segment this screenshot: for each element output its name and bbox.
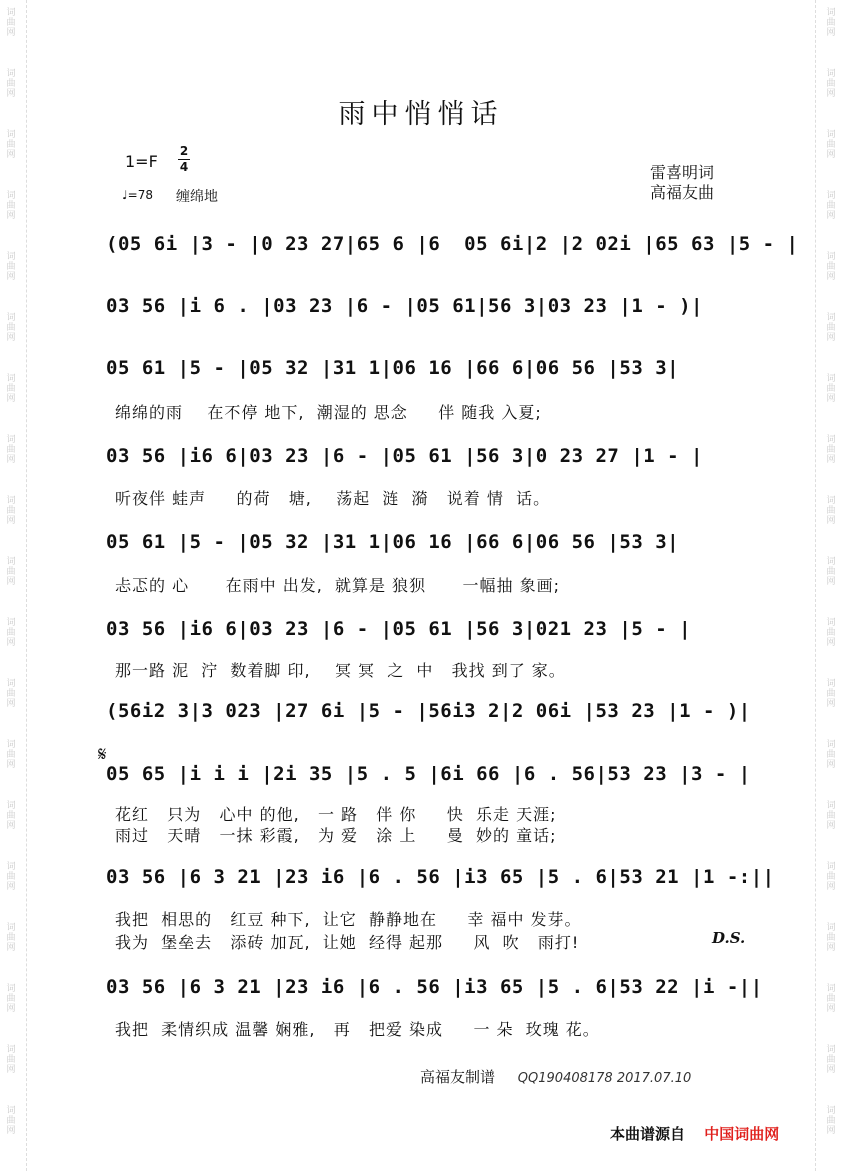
watermark-text: 词 曲 网 bbox=[826, 923, 836, 953]
music-line-2: 03 56 |i 6 . |03 23 |6 - |05 61|56 3|03 23 |1 - )| bbox=[106, 295, 703, 317]
watermark-text: 词 曲 网 bbox=[826, 618, 836, 648]
time-signature bbox=[178, 145, 190, 174]
qq-date: QQ190408178 2017.07.10 bbox=[517, 1071, 692, 1086]
watermark-text: 词 曲 网 bbox=[826, 740, 836, 770]
lyric-line-4: 那一路 泥 泞 数着脚 印, 冥 冥 之 中 我找 到了 家。 bbox=[115, 661, 566, 680]
watermark-text: 词 曲 网 bbox=[6, 130, 16, 160]
watermark-text: 词 曲 网 bbox=[6, 69, 16, 99]
music-line-9: 03 56 |6 3 21 |23 i6 |6 . 56 |i3 65 |5 . 6|53 21 |1 -:|| bbox=[106, 866, 775, 888]
watermark-text: 词 曲 网 bbox=[6, 8, 16, 38]
music-line-3: 05 61 |5 - |05 32 |31 1|06 16 |66 6|06 56 |53 3| bbox=[106, 357, 680, 379]
time-signature-top: 2 bbox=[179, 144, 189, 158]
watermark-text: 词 曲 网 bbox=[826, 8, 836, 38]
source-prefix: 本曲谱源自 bbox=[610, 1125, 686, 1143]
music-line-8: 05 65 |i i i |2i 35 |5 . 5 |6i 66 |6 . 56|53 23 |3 - | bbox=[106, 763, 751, 785]
music-line-1: (05 6i |3 - |0 23 27|65 6 |6 05 6i|2 |2 02i |65 63 |5 - | bbox=[106, 233, 799, 255]
watermark-text: 词 曲 网 bbox=[826, 130, 836, 160]
watermark-text: 词 曲 网 bbox=[6, 252, 16, 282]
lyricist-credit: 雷喜明词 bbox=[650, 163, 715, 182]
watermark-text: 词 曲 网 bbox=[826, 496, 836, 526]
watermark-text: 词 曲 网 bbox=[6, 374, 16, 404]
music-line-4: 03 56 |i6 6|03 23 |6 - |05 61 |56 3|0 23 27 |1 - | bbox=[106, 445, 703, 467]
lyric-line-1: 绵绵的雨 在不停 地下, 潮湿的 思念 伴 随我 入夏; bbox=[115, 403, 542, 422]
music-line-10: 03 56 |6 3 21 |23 i6 |6 . 56 |i3 65 |5 . 6|53 22 |i -|| bbox=[106, 976, 763, 998]
watermark-text: 词 曲 网 bbox=[826, 252, 836, 282]
transcriber: 高福友制谱 bbox=[420, 1068, 496, 1086]
tempo-mark: ♩=78 bbox=[122, 188, 153, 202]
watermark-text: 词 曲 网 bbox=[6, 862, 16, 892]
watermark-text: 词 曲 网 bbox=[6, 984, 16, 1014]
watermark-text: 词 曲 网 bbox=[826, 191, 836, 221]
key-signature: 1=F bbox=[125, 152, 158, 171]
dal-segno-mark: D.S. bbox=[712, 929, 746, 947]
watermark-text: 词 曲 网 bbox=[6, 191, 16, 221]
lyric-line-8: 我为 堡垒去 添砖 加瓦, 让她 经得 起那 风 吹 雨打! bbox=[115, 933, 580, 952]
watermark-text: 词 曲 网 bbox=[826, 984, 836, 1014]
song-title: 雨中悄悄话 bbox=[338, 99, 504, 130]
watermark-text: 词 曲 网 bbox=[826, 313, 836, 343]
lyric-line-2: 听夜伴 蛙声 的荷 塘, 荡起 涟 漪 说着 情 话。 bbox=[115, 489, 551, 508]
music-line-6: 03 56 |i6 6|03 23 |6 - |05 61 |56 3|021 23 |5 - | bbox=[106, 618, 692, 640]
watermark-text: 词 曲 网 bbox=[826, 862, 836, 892]
lyric-line-6: 雨过 天晴 一抹 彩霞, 为 爱 涂 上 曼 妙的 童话; bbox=[115, 826, 557, 845]
watermark-text: 词 曲 网 bbox=[6, 435, 16, 465]
music-line-7: (56i2 3|3 023 |27 6i |5 - |56i3 2|2 06i |53 23 |1 - )| bbox=[106, 700, 751, 722]
watermark-text: 词 曲 网 bbox=[826, 679, 836, 709]
watermark-text: 词 曲 网 bbox=[826, 435, 836, 465]
lyric-line-5: 花红 只为 心中 的他, 一 路 伴 你 快 乐走 天涯; bbox=[115, 805, 557, 824]
segno-sign: 𝄋 bbox=[98, 742, 107, 766]
lyric-line-7: 我把 相思的 红豆 种下, 让它 静静地在 幸 福中 发芽。 bbox=[115, 910, 582, 929]
watermark-text: 词 曲 网 bbox=[6, 679, 16, 709]
watermark-text: 词 曲 网 bbox=[826, 801, 836, 831]
watermark-text: 词 曲 网 bbox=[6, 1045, 16, 1075]
watermark-text: 词 曲 网 bbox=[6, 557, 16, 587]
expression-mark: 缠绵地 bbox=[176, 189, 218, 205]
watermark-text: 词 曲 网 bbox=[6, 496, 16, 526]
watermark-text: 词 曲 网 bbox=[826, 1106, 836, 1136]
lyric-line-9: 我把 柔情织成 温馨 娴雅, 再 把爱 染成 一 朵 玫瑰 花。 bbox=[115, 1020, 600, 1039]
footer-credit bbox=[420, 1066, 691, 1087]
watermark-text: 词 曲 网 bbox=[826, 374, 836, 404]
watermark-text: 词 曲 网 bbox=[6, 313, 16, 343]
lyric-line-3: 忐忑的 心 在雨中 出发, 就算是 狼狈 一幅抽 象画; bbox=[115, 576, 561, 595]
source-brand: 中国词曲网 bbox=[704, 1125, 780, 1143]
watermark-text: 词 曲 网 bbox=[6, 740, 16, 770]
watermark-text: 词 曲 网 bbox=[826, 557, 836, 587]
music-line-5: 05 61 |5 - |05 32 |31 1|06 16 |66 6|06 56 |53 3| bbox=[106, 531, 680, 553]
watermark-text: 词 曲 网 bbox=[6, 801, 16, 831]
watermark-text: 词 曲 网 bbox=[826, 69, 836, 99]
watermark-text: 词 曲 网 bbox=[6, 923, 16, 953]
watermark-text: 词 曲 网 bbox=[826, 1045, 836, 1075]
source-note bbox=[610, 1123, 779, 1144]
time-signature-bottom: 4 bbox=[179, 160, 189, 174]
watermark-text: 词 曲 网 bbox=[6, 1106, 16, 1136]
watermark-text: 词 曲 网 bbox=[6, 618, 16, 648]
composer-credit: 高福友曲 bbox=[650, 183, 715, 202]
